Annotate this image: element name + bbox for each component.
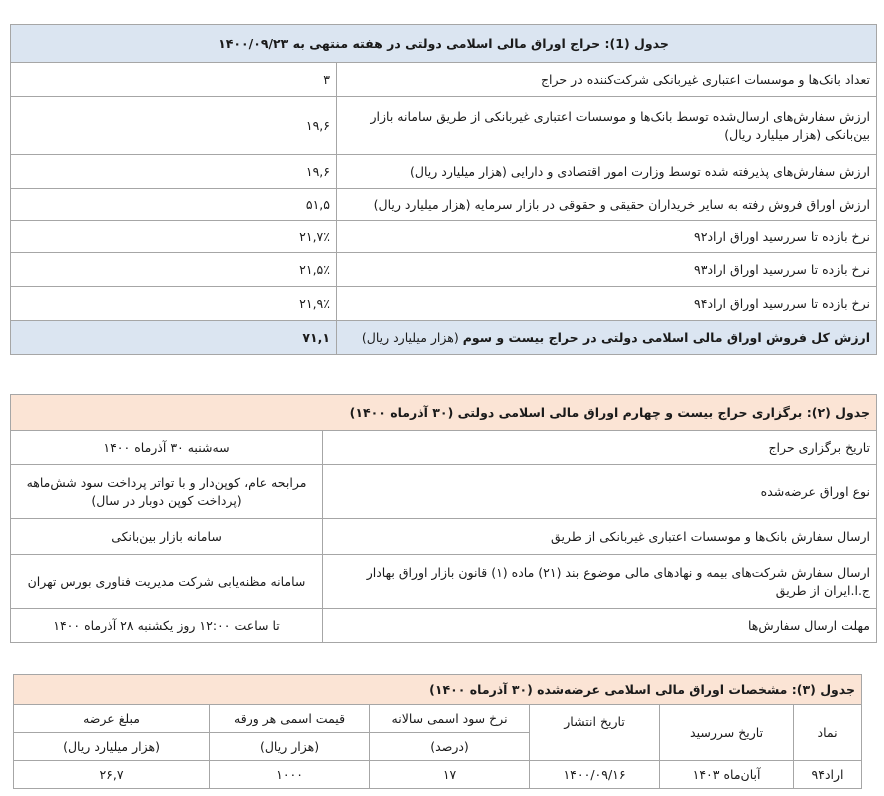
- table3-title: جدول (۳): مشخصات اوراق مالی اسلامی عرضه‌شده (۳۰ آذرماه ۱۴۰۰): [14, 675, 862, 705]
- row-value: ۳: [11, 63, 337, 97]
- row-label: ارزش سفارش‌های پذیرفته شده توسط وزارت امور اقتصادی و دارایی (هزار میلیارد ریال): [337, 155, 877, 189]
- table-auction-schedule: [10, 394, 877, 643]
- row-value: ۵۱,۵: [11, 189, 337, 221]
- table-row: [11, 63, 877, 97]
- total-row: [11, 321, 877, 355]
- row-label: ارسال سفارش بانک‌ها و موسسات اعتباری غیربانکی از طریق: [323, 519, 877, 555]
- table-row: [11, 287, 877, 321]
- row-value: سامانه مظنه‌یابی شرکت مدیریت فناوری بورس تهران: [11, 555, 323, 609]
- header-face-value: قیمت اسمی هر ورقه: [210, 705, 370, 733]
- table-row: [14, 761, 862, 789]
- table-row: [11, 519, 877, 555]
- table2-title: جدول (۲): برگزاری حراج بیست و چهارم اوراق مالی اسلامی دولتی (۳۰ آذرماه ۱۴۰۰): [11, 395, 877, 431]
- row-value: ۱۹,۶: [11, 155, 337, 189]
- table-row: [11, 609, 877, 643]
- total-label-unit: (هزار میلیارد ریال): [361, 329, 463, 345]
- row-value: سامانه بازار بین‌بانکی: [11, 519, 323, 555]
- header-rate-unit: (درصد): [370, 733, 530, 761]
- row-value: تا ساعت ۱۲:۰۰ روز یکشنبه ۲۸ آذرماه ۱۴۰۰: [11, 609, 323, 643]
- header-face-unit: (هزار ریال): [210, 733, 370, 761]
- row-label: نرخ بازده تا سررسید اوراق اراد۹۲: [337, 221, 877, 253]
- table-row: [11, 221, 877, 253]
- row-label: مهلت ارسال سفارش‌ها: [323, 609, 877, 643]
- table-auction-results: [10, 24, 877, 355]
- row-value: ۲۱,۷٪: [11, 221, 337, 253]
- cell-issue-date: ۱۴۰۰/۰۹/۱۶: [530, 761, 660, 789]
- row-label: تعداد بانک‌ها و موسسات اعتباری غیربانکی شرکت‌کننده در حراج: [337, 63, 877, 97]
- table-row: [11, 555, 877, 609]
- row-label: ارزش اوراق فروش رفته به سایر خریداران حقیقی و حقوقی در بازار سرمایه (هزار میلیارد ریال): [337, 189, 877, 221]
- total-value: ۷۱,۱: [11, 321, 337, 355]
- row-label: تاریخ برگزاری حراج: [323, 431, 877, 465]
- row-label: نوع اوراق عرضه‌شده: [323, 465, 877, 519]
- row-label: ارزش سفارش‌های ارسال‌شده توسط بانک‌ها و موسسات اعتباری غیربانکی از طریق سامانه بازار بین‌بانکی (هزار میلیارد ریال): [337, 97, 877, 155]
- row-value: ۱۹,۶: [11, 97, 337, 155]
- table1-title: جدول (1): حراج اوراق مالی اسلامی دولتی در هفته منتهی به ۱۴۰۰/۰۹/۲۳: [11, 25, 877, 63]
- row-value: ۲۱,۵٪: [11, 253, 337, 287]
- table-row: [11, 431, 877, 465]
- cell-amount: ۲۶,۷: [14, 761, 210, 789]
- total-label: [337, 321, 877, 355]
- cell-face-value: ۱۰۰۰: [210, 761, 370, 789]
- header-symbol: نماد: [794, 705, 862, 761]
- row-value: ۲۱,۹٪: [11, 287, 337, 321]
- header-issue-date: تاریخ انتشار: [530, 705, 660, 761]
- table-row: [11, 253, 877, 287]
- header-maturity: تاریخ سررسید: [660, 705, 794, 761]
- cell-symbol: اراد۹۴: [794, 761, 862, 789]
- row-label: ارسال سفارش شرکت‌های بیمه و نهادهای مالی موضوع بند (۲۱) ماده (۱) قانون بازار اوراق بهادار ج.ا.ایران از طریق: [323, 555, 877, 609]
- cell-rate: ۱۷: [370, 761, 530, 789]
- header-amount-unit: (هزار میلیارد ریال): [14, 733, 210, 761]
- table-row: [11, 189, 877, 221]
- header-amount: مبلغ عرضه: [14, 705, 210, 733]
- table-row: [11, 155, 877, 189]
- table-row: [11, 97, 877, 155]
- row-value: سه‌شنبه ۳۰ آذرماه ۱۴۰۰: [11, 431, 323, 465]
- row-label: نرخ بازده تا سررسید اوراق اراد۹۳: [337, 253, 877, 287]
- row-value: مرابحه عام، کوپن‌دار و با تواتر پرداخت سود شش‌ماهه (پرداخت کوپن دوبار در سال): [11, 465, 323, 519]
- header-rate: نرخ سود اسمی سالانه: [370, 705, 530, 733]
- cell-maturity: آبان‌ماه ۱۴۰۳: [660, 761, 794, 789]
- table-row: [11, 465, 877, 519]
- table-offered-securities: [13, 674, 862, 789]
- total-label-bold: ارزش کل فروش اوراق مالی اسلامی دولتی در حراج بیست و سوم: [462, 329, 870, 345]
- row-label: نرخ بازده تا سررسید اوراق اراد۹۴: [337, 287, 877, 321]
